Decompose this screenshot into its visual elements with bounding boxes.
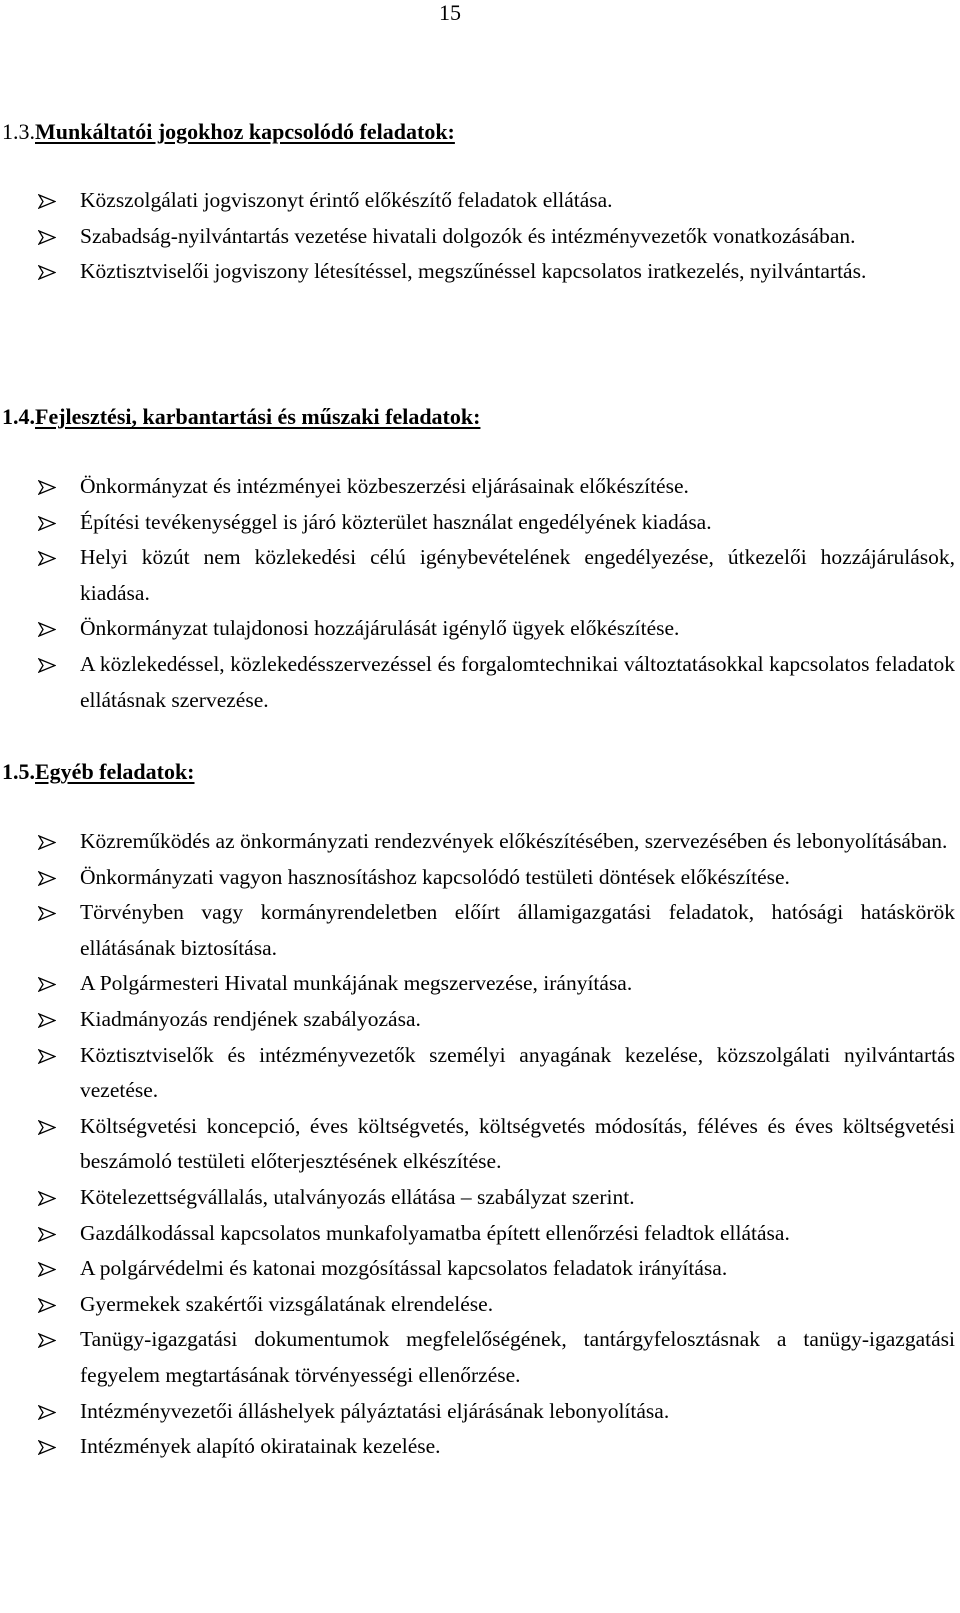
list-item [0,1038,955,1109]
list-item-text: Szabadság-nyilvántartás vezetése hivatali dolgozók és intézményvezetők vonatkozásában. [80,223,856,248]
list-item [0,183,955,219]
list-item [0,1109,955,1180]
section-heading-1-4 [2,402,480,432]
arrowhead-bullet-icon [38,906,56,921]
list-item-text: Kiadmányozás rendjének szabályozása. [80,1006,421,1031]
arrowhead-bullet-icon [38,551,56,566]
arrowhead-bullet-icon [38,230,56,245]
list-item-text: Költségvetési koncepció, éves költségvetés, költségvetés módosítás, féléves és éves költségvetési beszámoló testületi előterjesztésének elkészítése. [80,1113,955,1174]
list-item-text: Intézmények alapító okiratainak kezelése. [80,1434,441,1459]
section-number: 1.5. [2,759,35,784]
section-1-4-list [0,469,960,718]
list-item [0,824,955,860]
list-item-text: Helyi közút nem közlekedési célú igénybevételének engedélyezése, útkezelői hozzájárulások, kiadása. [80,545,955,605]
arrowhead-bullet-icon [38,871,56,886]
list-item-text: Törvényben vagy kormányrendeletben előírt államigazgatási feladatok, hatósági hatáskörök ellátásának biztosítása. [80,900,955,960]
list-item-text: Köztisztviselők és intézményvezetők személyi anyagának kezelése, közszolgálati nyilvántartás vezetése. [80,1042,955,1103]
list-item [0,895,955,966]
list-item-text: Kötelezettségvállalás, utalványozás ellátása – szabályzat szerint. [80,1184,635,1209]
list-item-text: Tanügy-igazgatási dokumentumok megfelelőségének, tantárgyfelosztásnak a tanügy-igazgatási fegyelem megtartásának törvényességi ellenőrzése. [80,1327,955,1387]
arrowhead-bullet-icon [38,1333,56,1348]
list-item-text: Önkormányzat tulajdonosi hozzájárulását igénylő ügyek előkészítése. [80,616,680,641]
arrowhead-bullet-icon [38,1049,56,1064]
arrowhead-bullet-icon [38,658,56,673]
arrowhead-bullet-icon [38,480,56,495]
arrowhead-bullet-icon [38,1120,56,1135]
section-title: Egyéb feladatok: [35,759,195,784]
list-item [0,1429,955,1465]
list-item [0,611,955,647]
arrowhead-bullet-icon [38,622,56,637]
arrowhead-bullet-icon [38,1191,56,1206]
list-item [0,254,955,290]
arrowhead-bullet-icon [38,1440,56,1455]
list-item-text: Közreműködés az önkormányzati rendezvények előkészítésében, szervezésében és lebonyolításában. [80,829,948,853]
arrowhead-bullet-icon [38,516,56,531]
list-item-text: Építési tevékenységgel is járó közterület használat engedélyének kiadása. [80,509,712,534]
arrowhead-bullet-icon [38,1405,56,1420]
list-item [0,505,955,541]
section-heading-1-3 [2,117,455,147]
list-item [0,1180,955,1216]
list-item [0,966,955,1002]
section-1-5-list [0,824,960,1465]
list-item [0,1394,955,1430]
list-item-text: Gyermekek szakértői vizsgálatának elrendelése. [80,1291,494,1316]
list-item [0,1322,955,1393]
list-item [0,1251,955,1287]
section-title: Fejlesztési, karbantartási és műszaki feladatok: [35,404,481,429]
list-item-text: A polgárvédelmi és katonai mozgósítással kapcsolatos feladatok irányítása. [80,1256,728,1281]
list-item-text: Intézményvezetői álláshelyek pályáztatási eljárásának lebonyolítása. [80,1398,670,1423]
arrowhead-bullet-icon [38,1262,56,1277]
list-item [0,1287,955,1323]
section-number: 1.4. [2,404,35,429]
section-title: Munkáltatói jogokhoz kapcsolódó feladatok: [35,119,455,144]
list-item [0,1216,955,1252]
section-heading-1-5 [2,757,195,787]
list-item-text: Közszolgálati jogviszonyt érintő előkészítő feladatok ellátása. [80,188,613,212]
section-1-3-list [0,183,960,290]
arrowhead-bullet-icon [38,835,56,850]
list-item [0,860,955,896]
list-item-text: A Polgármesteri Hivatal munkájának megszervezése, irányítása. [80,971,633,996]
arrowhead-bullet-icon [38,1227,56,1242]
list-item-text: Önkormányzat és intézményei közbeszerzési eljárásainak előkészítése. [80,474,689,498]
list-item [0,1002,955,1038]
arrowhead-bullet-icon [38,265,56,280]
list-item [0,540,955,611]
list-item [0,647,955,718]
list-item-text: Gazdálkodással kapcsolatos munkafolyamatba épített ellenőrzési feladtok ellátása. [80,1220,790,1245]
arrowhead-bullet-icon [38,1013,56,1028]
arrowhead-bullet-icon [38,194,56,209]
list-item-text: Köztisztviselői jogviszony létesítéssel, megszűnéssel kapcsolatos iratkezelés, nyilvántartás. [80,259,867,284]
list-item-text: A közlekedéssel, közlekedésszervezéssel és forgalomtechnikai változtatásokkal kapcsolatos feladatok ellátásnak szervezése. [80,651,955,712]
list-item [0,469,955,505]
section-number: 1.3. [2,119,35,144]
arrowhead-bullet-icon [38,977,56,992]
arrowhead-bullet-icon [38,1298,56,1313]
list-item [0,219,955,255]
page-number: 15 [439,0,461,25]
list-item-text: Önkormányzati vagyon hasznosításhoz kapcsolódó testületi döntések előkészítése. [80,864,790,889]
